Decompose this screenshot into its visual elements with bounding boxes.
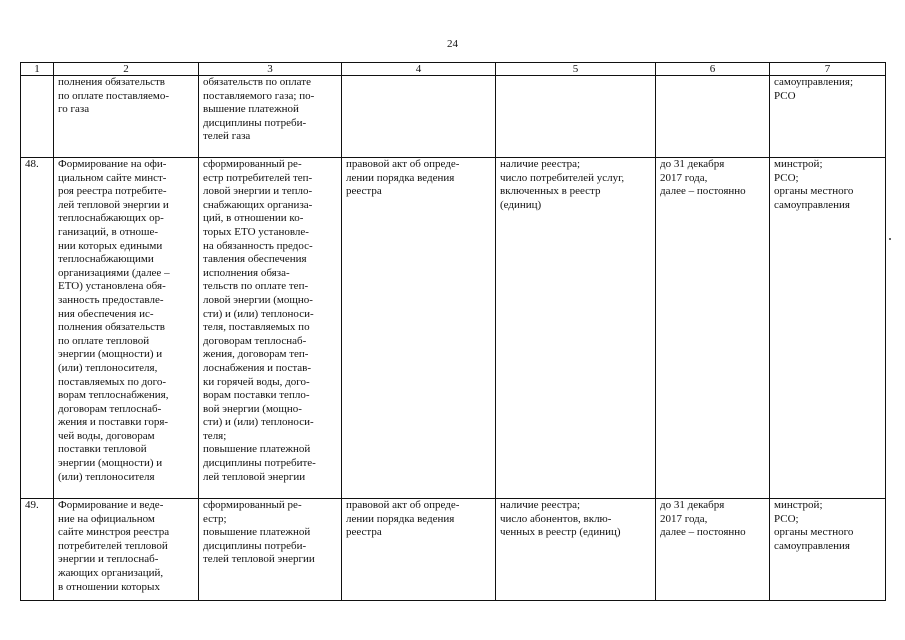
column-header: 6	[656, 63, 770, 76]
column-header: 5	[496, 63, 656, 76]
header-row	[21, 63, 886, 76]
result-cell: обязательств по оплате поставляемого газа; по- вышение платежной дисциплины потреби- телей газа	[199, 76, 342, 158]
table-row	[21, 158, 886, 499]
measure-cell: Формирование на офи- циальном сайте минст- роя реестра потребите- лей тепловой энергии и теплоснабжающих ор- ганизаций, в отноше- нии которых едиными теплоснабжающими организациями (далее – ЕТО) установлена обя- занность предоставле- ния обеспечения ис- полнения обязательств по оплате тепловой энергии (мощности) и (или) теплоносителя, поставляемых по дого- ворам теплоснабжения, договорам теплоснаб- жения и поставки горя- чей воды, договорам поставки тепловой энергии (мощности) и (или) теплоносителя	[54, 158, 199, 499]
document-cell: правовой акт об опреде- лении порядка ведения реестра	[342, 158, 496, 499]
row-number	[21, 76, 54, 158]
row-number: 49.	[21, 499, 54, 601]
column-header: 1	[21, 63, 54, 76]
page-number: 24	[447, 38, 458, 50]
deadline-cell	[656, 76, 770, 158]
deadline-cell: до 31 декабря 2017 года, далее – постоянно	[656, 158, 770, 499]
row-number: 48.	[21, 158, 54, 499]
indicator-cell: наличие реестра; число потребителей услуг, включенных в реестр (единиц)	[496, 158, 656, 499]
indicator-cell: наличие реестра; число абонентов, вклю- ченных в реестр (единиц)	[496, 499, 656, 601]
measure-cell: Формирование и веде- ние на официальном сайте минстроя реестра потребителей тепловой энергии и теплоснаб- жающих организаций, в отношении которых	[54, 499, 199, 601]
table-row	[21, 76, 886, 158]
table-row	[21, 499, 886, 601]
measure-cell: полнения обязательств по оплате поставляемо- го газа	[54, 76, 199, 158]
column-header: 7	[770, 63, 886, 76]
column-header: 2	[54, 63, 199, 76]
responsible-cell: минстрой; РСО; органы местного самоуправления	[770, 158, 886, 499]
scan-speck	[889, 238, 891, 240]
column-header: 4	[342, 63, 496, 76]
result-cell: сформированный ре- естр; повышение платежной дисциплины потреби- телей тепловой энергии	[199, 499, 342, 601]
deadline-cell: до 31 декабря 2017 года, далее – постоянно	[656, 499, 770, 601]
document-table	[20, 62, 886, 601]
column-header: 3	[199, 63, 342, 76]
responsible-cell: минстрой; РСО; органы местного самоуправления	[770, 499, 886, 601]
document-cell: правовой акт об опреде- лении порядка ведения реестра	[342, 499, 496, 601]
result-cell: сформированный ре- естр потребителей теп- ловой энергии и тепло- снабжающих организа- ций, в отношении ко- торых ЕТО установле- на обязанность предос- тавления обеспечения исполнения обяза- тельств по оплате теп- ловой энергии (мощно- сти) и (или) теплоноси- теля, поставляемых по договорам теплоснаб- жения, договорам теп- лоснабжения и постав- ки горячей воды, дого- ворам поставки тепло- вой энергии (мощно- сти) и (или) теплоноси- теля; повышение платежной дисциплины потребите- лей тепловой энергии	[199, 158, 342, 499]
document-cell	[342, 76, 496, 158]
indicator-cell	[496, 76, 656, 158]
responsible-cell: самоуправления; РСО	[770, 76, 886, 158]
